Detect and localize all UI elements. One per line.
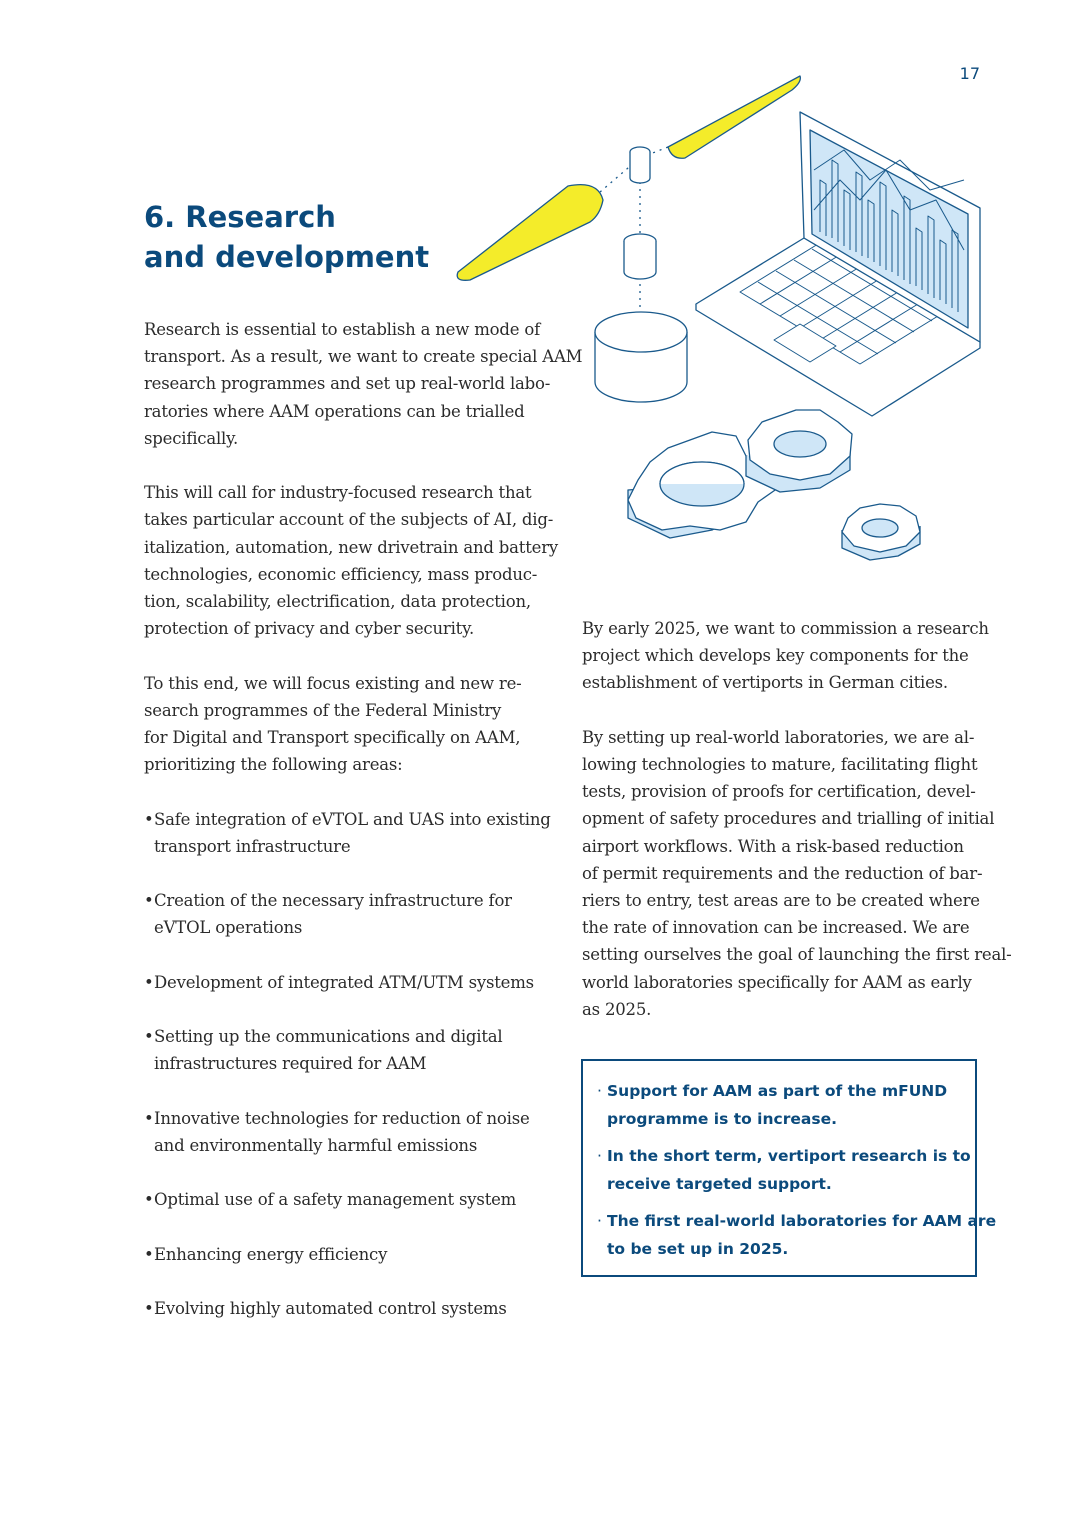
text-line: This will call for industry-focused research that [144, 483, 532, 503]
text-line: as 2025. [582, 999, 652, 1019]
text-line: opment of safety procedures and trialling of initial [582, 809, 995, 829]
text-line: technologies, economic efficiency, mass produc- [144, 564, 538, 584]
text-line: Enhancing energy efficiency [154, 1244, 388, 1264]
text-line: Evolving highly automated control systems [154, 1299, 507, 1319]
text-line: establishment of vertiports in German cities. [582, 673, 948, 693]
text-line: of permit requirements and the reduction of bar- [582, 863, 983, 883]
text-line: Optimal use of a safety management system [154, 1190, 517, 1210]
text-line: Development of integrated ATM/UTM systems [154, 972, 534, 992]
right-column [582, 615, 1012, 1050]
rotor-blade-icon [457, 185, 603, 281]
callout-item [597, 1207, 997, 1263]
paragraph [144, 670, 549, 779]
bullet-icon: • [144, 1190, 154, 1210]
text-line: prioritizing the following areas: [144, 755, 403, 775]
text-line: programme is to increase. [607, 1110, 837, 1128]
bullet-icon: • [144, 809, 154, 829]
text-line: takes particular account of the subjects of AI, dig- [144, 510, 554, 530]
text-line: ratories where AAM operations can be trialled [144, 401, 525, 421]
section-heading-line: and development [144, 240, 430, 274]
text-line: airport workflows. With a risk-based reduction [582, 836, 964, 856]
text-line: the rate of innovation can be increased. We are [582, 918, 970, 938]
text-line: for Digital and Transport specifically on AAM, [144, 728, 521, 748]
section-heading [144, 197, 429, 277]
left-column [144, 316, 583, 1350]
text-line: research programmes and set up real-world labo- [144, 374, 551, 394]
bullet-icon: • [144, 1027, 154, 1047]
text-line: protection of privacy and cyber security. [144, 619, 475, 639]
list-item [144, 1295, 549, 1322]
list-item [144, 1023, 549, 1077]
text-line: Setting up the communications and digital [154, 1027, 503, 1047]
text-line: riers to entry, test areas are to be created where [582, 891, 980, 911]
paragraph [144, 479, 559, 642]
text-line: tion, scalability, electrification, data protection, [144, 592, 531, 612]
text-line: search programmes of the Federal Ministry [144, 700, 502, 720]
page-number: 17 [959, 64, 980, 83]
list-item [144, 1241, 549, 1268]
text-line: lowing technologies to mature, facilitating flight [582, 755, 978, 774]
text-line: setting ourselves the goal of launching the first real- [582, 945, 1012, 965]
text-line: transport. As a result, we want to create special AAM [144, 347, 583, 367]
bullet-icon: · [597, 1147, 602, 1165]
list-item [144, 969, 549, 996]
bullet-icon: • [144, 1244, 154, 1264]
text-line: project which develops key components for the [582, 646, 969, 666]
bullet-icon: • [144, 972, 154, 992]
text-line: Research is essential to establish a new mode of [144, 320, 541, 339]
text-line: To this end, we will focus existing and new re- [144, 673, 522, 693]
text-line: By early 2025, we want to commission a research [582, 619, 989, 638]
text-line: infrastructures required for AAM [154, 1054, 427, 1074]
paragraph [144, 316, 583, 452]
list-item [144, 1186, 549, 1213]
text-line: world laboratories specifically for AAM as early [582, 972, 972, 992]
text-line: receive targeted support. [607, 1175, 832, 1193]
paragraph [582, 724, 1012, 1023]
text-line: to be set up in 2025. [607, 1240, 789, 1258]
paragraph [582, 615, 987, 697]
text-line: In the short term, vertiport research is to [607, 1147, 971, 1165]
text-line: Innovative technologies for reduction of noise [154, 1108, 530, 1128]
bullet-icon: · [597, 1082, 602, 1100]
text-line: Creation of the necessary infrastructure for [154, 891, 512, 911]
rotor-blade-icon [668, 76, 800, 158]
text-line: By setting up real-world laboratories, we are al- [582, 727, 975, 747]
text-line: tests, provision of proofs for certification, devel- [582, 782, 976, 802]
section-heading-line: 6. Research [144, 200, 336, 234]
key-measures-callout [581, 1059, 997, 1277]
text-line: and environmentally harmful emissions [154, 1135, 478, 1155]
text-line: specifically. [144, 428, 239, 448]
priority-areas-list [144, 806, 549, 1323]
text-line: italization, automation, new drivetrain and battery [144, 537, 559, 557]
list-item [144, 806, 549, 860]
text-line: Safe integration of eVTOL and UAS into existing [154, 809, 551, 829]
bullet-icon: • [144, 1299, 154, 1319]
text-line: Support for AAM as part of the mFUND [607, 1082, 948, 1100]
bullet-icon: · [597, 1212, 602, 1230]
callout-item [597, 1142, 971, 1198]
bullet-icon: • [144, 1108, 154, 1128]
list-item [144, 887, 549, 941]
list-item [144, 1105, 549, 1159]
bullet-icon: • [144, 891, 154, 911]
text-line: transport infrastructure [154, 836, 351, 856]
text-line: eVTOL operations [154, 918, 303, 938]
callout-item [597, 1077, 957, 1133]
text-line: The first real-world laboratories for AAM are [607, 1212, 997, 1230]
